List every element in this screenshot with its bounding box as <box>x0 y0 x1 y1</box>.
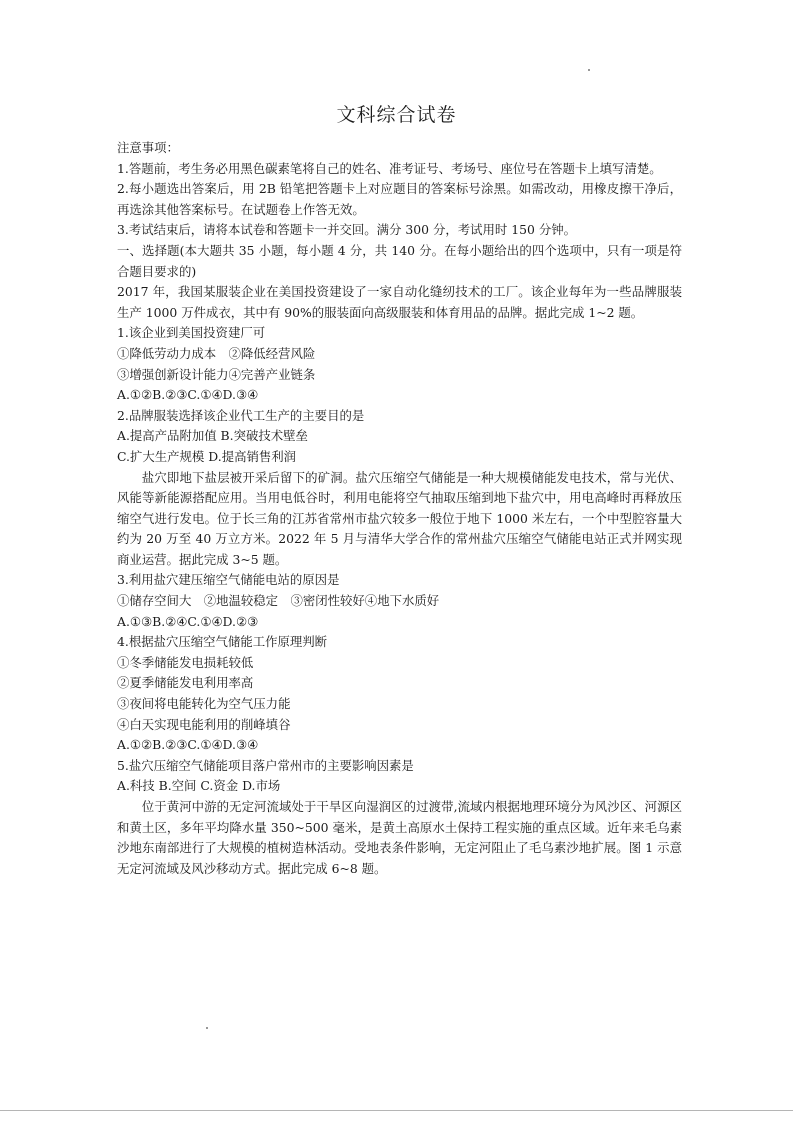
notice-item: 1.答题前，考生务必用黑色碳素笔将自己的姓名、准考证号、考场号、座位号在答题卡上填写清楚。 <box>117 160 662 176</box>
question-choices: A.①②B.②③C.①④D.③④ <box>117 387 259 403</box>
bottom-rule <box>0 1110 793 1111</box>
question-option: ③增强创新设计能力④完善产业链条 <box>117 366 316 382</box>
passage: 2017 年，我国某服装企业在美国投资建设了一家自动化缝纫技术的工厂。该企业每年为一些品牌服装生产 1000 万件成衣，其中有 90%的服装面向高级服装和体育用品的品牌。据此完成 1~2 题。 <box>117 284 682 320</box>
question-stem: 5.盐穴压缩空气储能项目落户常州市的主要影响因素是 <box>117 757 414 773</box>
scan-speck <box>588 69 590 71</box>
question-choices: A.①②B.②③C.①④D.③④ <box>117 737 259 753</box>
question-choices: A.科技 B.空间 C.资金 D.市场 <box>117 778 281 794</box>
question-choices: A.①③B.②④C.①④D.②③ <box>117 613 259 629</box>
question-stem: 1.该企业到美国投资建厂可 <box>117 325 266 341</box>
page-title: 文科综合试卷 <box>336 104 457 126</box>
question-choices: C.扩大生产规模 D.提高销售利润 <box>117 448 297 464</box>
question-stem: 4.根据盐穴压缩空气储能工作原理判断 <box>117 634 328 650</box>
section-heading: 一、选择题(本大题共 35 小题，每小题 4 分，共 140 分。在每小题给出的四个选项中，只有一项是符合题目要求的) <box>117 242 682 279</box>
question-stem: 2.品牌服装选择该企业代工生产的主要目的是 <box>117 407 365 423</box>
scan-speck <box>206 1027 208 1029</box>
question-option: ④白天实现电能利用的削峰填谷 <box>117 716 291 732</box>
question-option: ②夏季储能发电利用率高 <box>117 675 254 691</box>
question-stem: 3.利用盐穴建压缩空气储能电站的原因是 <box>117 572 340 588</box>
question-option: ①冬季储能发电损耗较低 <box>117 654 254 670</box>
notice-item: 3.考试结束后，请将本试卷和答题卡一并交回。满分 300 分，考试用时 150 分钟。 <box>117 222 576 238</box>
notice-heading: 注意事项： <box>117 140 179 155</box>
question-option: ①储存空间大 ②地温较稳定 ③密闭性较好④地下水质好 <box>117 593 440 609</box>
passage: 位于黄河中游的无定河流域处于干旱区向湿润区的过渡带,流域内根据地理环境分为风沙区、河源区和黄土区，多年平均降水量 350~500 毫米，是黄土高原水土保持工程实施的重点区域。近年来毛乌素沙地东南部进行了大规模的植树造林活动。受地表条件影响，无定河阻止了毛乌素沙地扩展。图 1 示意无定河流域及风沙移动方式。据此完成 6~8 题。 <box>117 799 682 876</box>
question-option: ③夜间将电能转化为空气压力能 <box>117 696 291 712</box>
notice-item: 2.每小题选出答案后，用 2B 铅笔把答题卡上对应题目的答案标号涂黑。如需改动，用橡皮擦干净后，再选涂其他答案标号。在试题卷上作答无效。 <box>117 181 682 217</box>
exam-body <box>117 138 682 879</box>
question-choices: A.提高产品附加值 B.突破技术壁垒 <box>117 428 308 444</box>
question-option: ①降低劳动力成本 ②降低经营风险 <box>117 345 316 361</box>
passage: 盐穴即地下盐层被开采后留下的矿洞。盐穴压缩空气储能是一种大规模储能发电技术，常与光伏、风能等新能源搭配应用。当用电低谷时，利用电能将空气抽取压缩到地下盐穴中，用电高峰时再释放压缩空气进行发电。位于长三角的江苏省常州市盐穴较多一般位于地下 1000 米左右，一个中型腔容量大约为 20 万至 40 万立方米。2022 年 5 月与清华大学合作的常州盐穴压缩空气储能电站正式并网实现商业运营。据此完成 3~5 题。 <box>117 469 682 567</box>
